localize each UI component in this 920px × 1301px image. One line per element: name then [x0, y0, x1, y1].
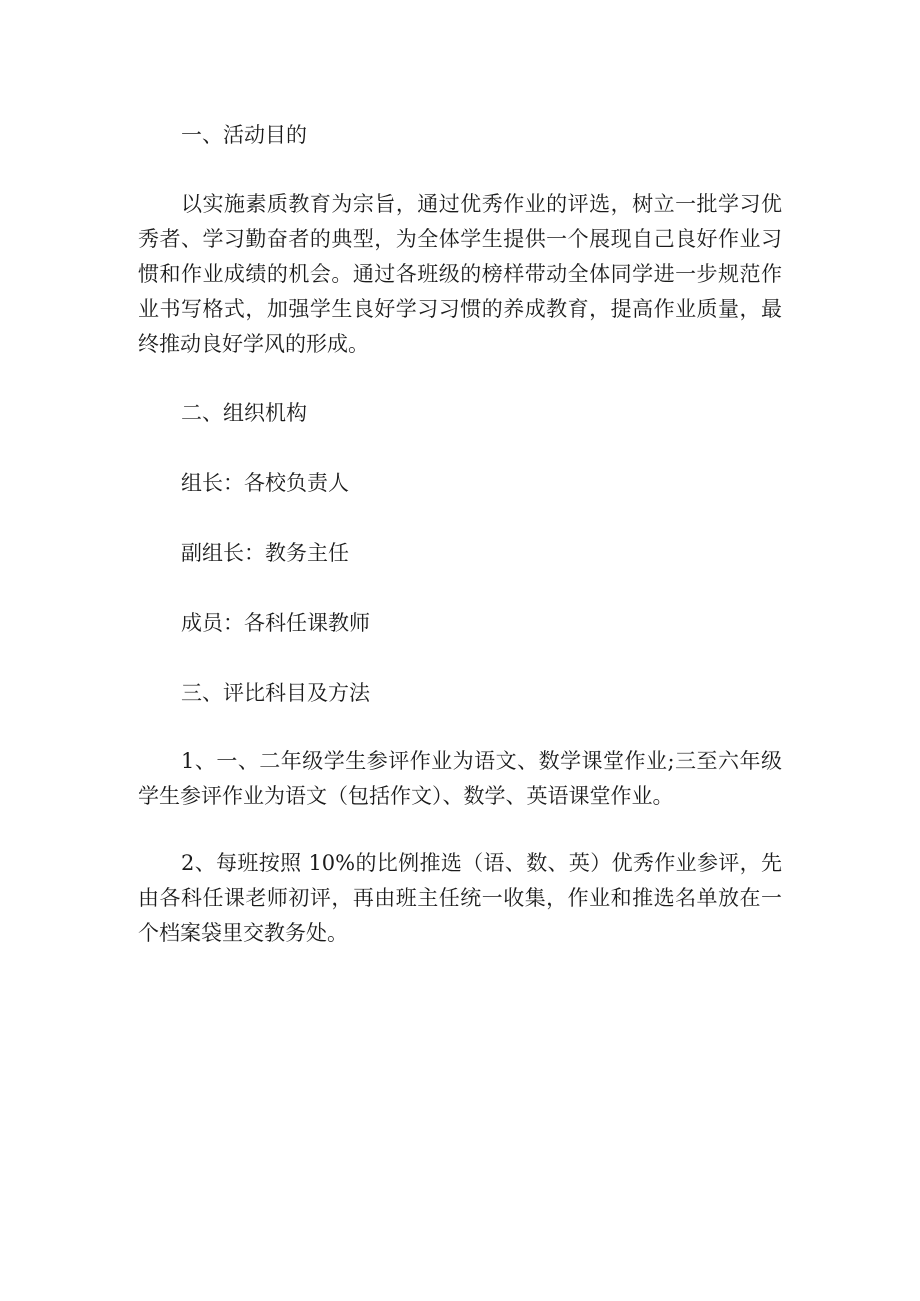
section-3-item-1: 1、一、二年级学生参评作业为语文、数学课堂作业;三至六年级学生参评作业为语文（包括作文）、数学、英语课堂作业。: [138, 749, 782, 808]
section-3-title: 三、评比科目及方法: [181, 681, 370, 705]
org-members-line: 成员：各科任课教师: [181, 611, 370, 635]
section-1-title: 一、活动目的: [181, 123, 307, 147]
org-deputy-line: 副组长：教务主任: [181, 541, 349, 565]
section-3-item-2: 2、每班按照 10%的比例推选（语、数、英）优秀作业参评，先由各科任课老师初评，再由班主任统一收集，作业和推选名单放在一个档案袋里交教务处。: [138, 851, 782, 945]
document-body: [138, 116, 782, 951]
section-2-title: 二、组织机构: [181, 401, 307, 425]
section-1-paragraph: 以实施素质教育为宗旨，通过优秀作业的评选，树立一批学习优秀者、学习勤奋者的典型，为全体学生提供一个展现自己良好作业习惯和作业成绩的机会。通过各班级的榜样带动全体同学进一步规范作业书写格式，加强学生良好学习习惯的养成教育，提高作业质量，最终推动良好学风的形成。: [138, 192, 782, 356]
org-leader-line: 组长：各校负责人: [181, 471, 349, 495]
